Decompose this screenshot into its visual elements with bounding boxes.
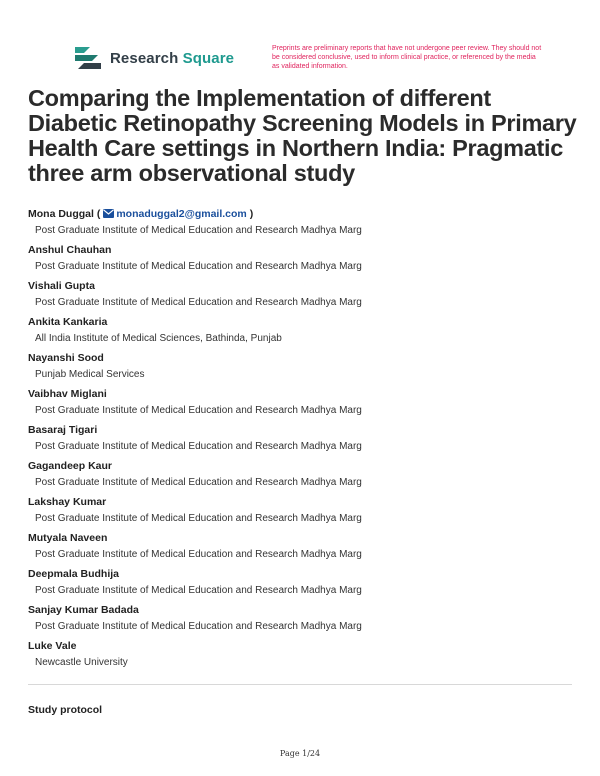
author-name: Mona Duggal	[28, 208, 94, 220]
author-entry	[28, 315, 578, 351]
author-affiliation: Post Graduate Institute of Medical Education and Research Madhya Marg	[35, 585, 362, 596]
author-name: Vishali Gupta	[28, 280, 95, 292]
author-affiliation: All India Institute of Medical Sciences, Bathinda, Punjab	[35, 333, 282, 344]
author-entry	[28, 639, 578, 675]
author-entry	[28, 531, 578, 567]
email-close-paren: )	[249, 208, 254, 220]
author-affiliation: Post Graduate Institute of Medical Education and Research Madhya Marg	[35, 513, 362, 524]
author-name: Sanjay Kumar Badada	[28, 604, 139, 616]
section-divider	[28, 684, 572, 685]
author-name: Nayanshi Sood	[28, 352, 104, 364]
author-name: Mutyala Naveen	[28, 532, 108, 544]
author-entry	[28, 495, 578, 531]
author-name: Basaraj Tigari	[28, 424, 98, 436]
author-name: Anshul Chauhan	[28, 244, 112, 256]
author-affiliation: Post Graduate Institute of Medical Education and Research Madhya Marg	[35, 261, 362, 272]
author-list	[28, 207, 578, 675]
preprint-notice: Preprints are preliminary reports that have not undergone peer review. They should not be considered conclusive, used to inform clinical practice, or referenced by the media as validated information.	[272, 45, 542, 70]
author-affiliation: Post Graduate Institute of Medical Education and Research Madhya Marg	[35, 621, 362, 632]
author-entry	[28, 243, 578, 279]
research-square-logo-icon	[74, 46, 102, 70]
author-affiliation: Post Graduate Institute of Medical Education and Research Madhya Marg	[35, 225, 362, 236]
author-name: Gagandeep Kaur	[28, 460, 113, 472]
author-name: Luke Vale	[28, 640, 77, 652]
paper-title: Comparing the Implementation of different Diabetic Retinopathy Screening Models in Primary Health Care settings in Northern India: Pragmatic three arm observational study	[28, 85, 577, 186]
author-entry	[28, 279, 578, 315]
author-email-link[interactable]: monaduggal2@gmail.com	[116, 208, 247, 220]
author-name: Ankita Kankaria	[28, 316, 108, 328]
author-entry	[28, 459, 578, 495]
author-name: Vaibhav Miglani	[28, 388, 107, 400]
research-square-header[interactable]	[74, 46, 234, 70]
author-entry	[28, 423, 578, 459]
article-type-label: Study protocol	[28, 704, 103, 716]
author-name: Lakshay Kumar	[28, 496, 107, 508]
author-affiliation: Newcastle University	[35, 657, 128, 668]
author-entry	[28, 567, 578, 603]
brand-name-part1: Research	[110, 49, 179, 67]
author-affiliation: Punjab Medical Services	[35, 369, 145, 380]
brand-name	[110, 50, 234, 67]
envelope-icon	[103, 209, 114, 218]
author-affiliation: Post Graduate Institute of Medical Education and Research Madhya Marg	[35, 441, 362, 452]
author-affiliation: Post Graduate Institute of Medical Education and Research Madhya Marg	[35, 477, 362, 488]
author-affiliation: Post Graduate Institute of Medical Education and Research Madhya Marg	[35, 549, 362, 560]
author-entry	[28, 351, 578, 387]
brand-name-part2: Square	[182, 49, 235, 67]
author-entry	[28, 207, 578, 243]
email-open-paren: (	[96, 208, 101, 220]
author-affiliation: Post Graduate Institute of Medical Education and Research Madhya Marg	[35, 405, 362, 416]
author-name: Deepmala Budhija	[28, 568, 120, 580]
author-entry	[28, 603, 578, 639]
author-affiliation: Post Graduate Institute of Medical Education and Research Madhya Marg	[35, 297, 362, 308]
page-number: Page 1/24	[279, 749, 321, 758]
author-entry	[28, 387, 578, 423]
